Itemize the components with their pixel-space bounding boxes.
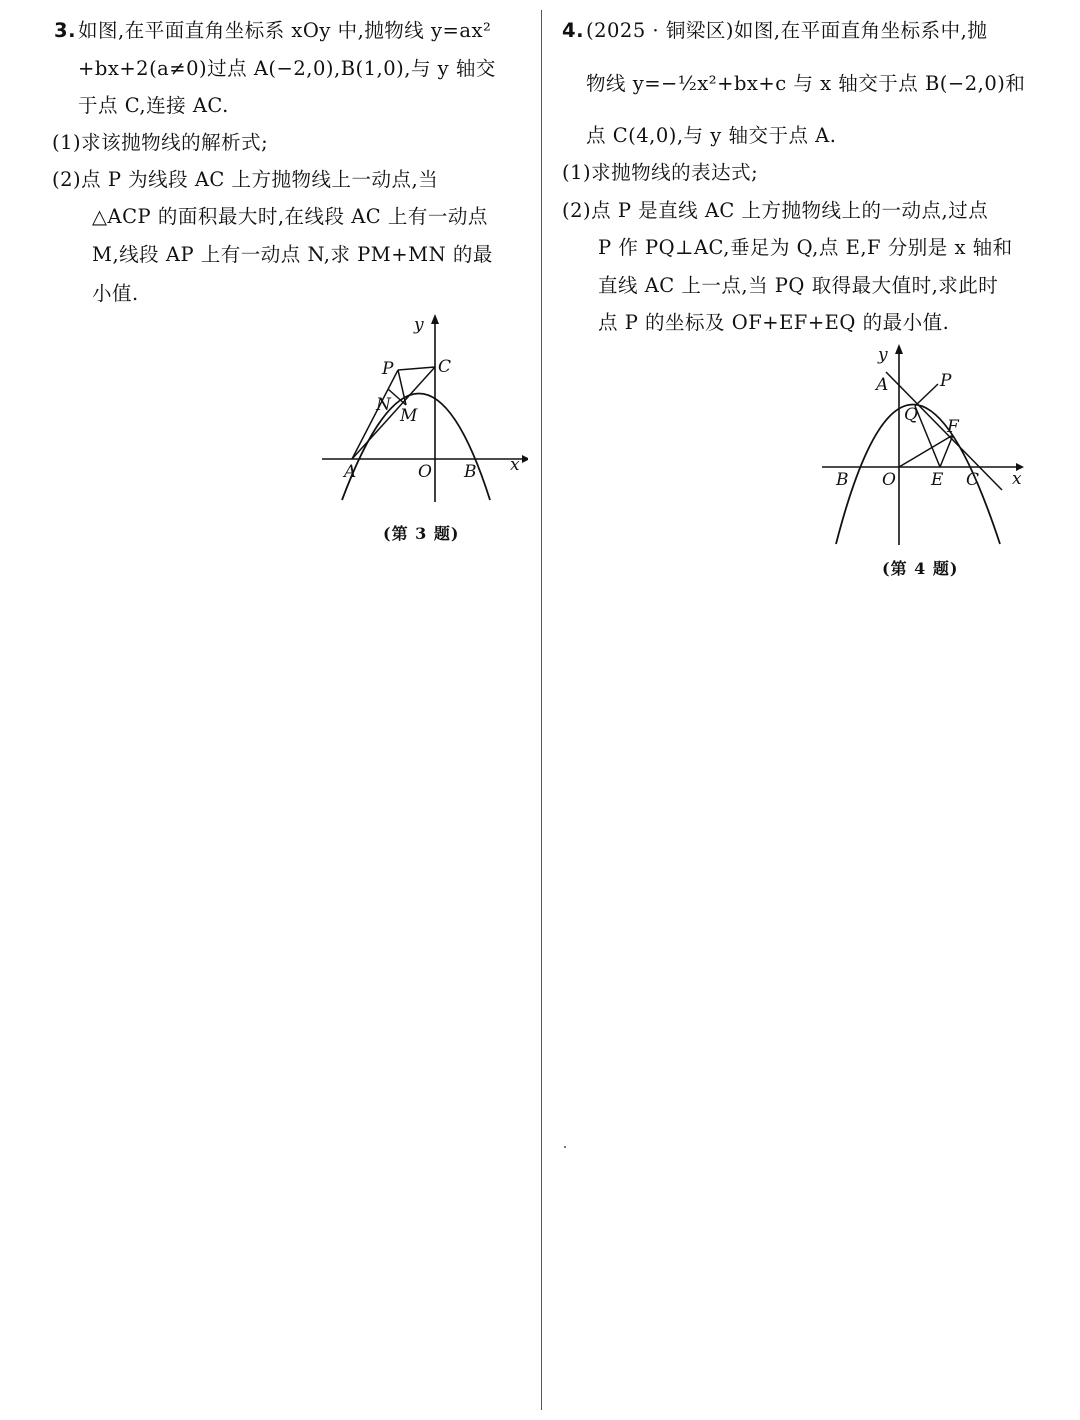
x-axis-arrow-icon xyxy=(522,455,528,463)
question-2-line: 点 P 的坐标及 OF+EF+EQ 的最小值. xyxy=(598,311,950,334)
figure-4-caption: (第 4 题) xyxy=(882,559,959,578)
question-2-line: △ACP 的面积最大时,在线段 AC 上有一动点 xyxy=(92,205,488,228)
question-2-line: 小值. xyxy=(92,282,139,305)
label-O: O xyxy=(418,462,432,482)
figure-4 xyxy=(820,340,1030,550)
speck xyxy=(564,1146,566,1148)
question-2-line: P 作 PQ⊥AC,垂足为 Q,点 E,F 分别是 x 轴和 xyxy=(598,236,1013,259)
problem-text-line: +bx+2(a≠0)过点 A(−2,0),B(1,0),与 y 轴交 xyxy=(78,57,496,80)
label-A: A xyxy=(876,375,889,395)
problem-text-line: 点 C(4,0),与 y 轴交于点 A. xyxy=(586,124,837,147)
label-P: P xyxy=(940,371,952,391)
problem-text-line: 于点 C,连接 AC. xyxy=(78,94,229,117)
label-C: C xyxy=(438,357,452,377)
segment-OF xyxy=(899,435,953,467)
question-1: (1)求抛物线的表达式; xyxy=(562,161,759,184)
question-1: (1)求该抛物线的解析式; xyxy=(52,131,269,154)
column-divider xyxy=(541,10,542,1410)
segment-EF xyxy=(940,435,953,467)
label-M: M xyxy=(400,406,418,426)
label-x: x xyxy=(510,455,520,475)
label-y: y xyxy=(414,315,424,335)
label-C: C xyxy=(966,470,980,490)
label-P: P xyxy=(382,359,394,379)
segment-AP xyxy=(352,370,398,459)
segment-PC xyxy=(398,367,435,370)
question-2-line: M,线段 AP 上有一动点 N,求 PM+MN 的最 xyxy=(92,243,493,266)
label-B: B xyxy=(836,470,849,490)
label-y: y xyxy=(878,345,888,365)
label-N: N xyxy=(376,395,391,415)
question-2-line: (2)点 P 是直线 AC 上方抛物线上的一动点,过点 xyxy=(562,199,989,222)
problem-number: 4. xyxy=(562,19,584,42)
label-A: A xyxy=(344,462,357,482)
question-2-line: (2)点 P 为线段 AC 上方抛物线上一动点,当 xyxy=(52,168,439,191)
segment-PQ xyxy=(915,384,938,406)
figure-3 xyxy=(318,312,528,512)
problem-text-line: 如图,在平面直角坐标系 xOy 中,抛物线 y=ax² xyxy=(78,19,492,42)
question-2-line: 直线 AC 上一点,当 PQ 取得最大值时,求此时 xyxy=(598,274,999,297)
label-Q: Q xyxy=(904,405,918,425)
problem-text-line: (2025 · 铜梁区)如图,在平面直角坐标系中,抛 xyxy=(586,19,988,42)
figure-3-caption: (第 3 题) xyxy=(383,524,460,543)
label-E: E xyxy=(931,470,944,490)
segment-AC xyxy=(352,367,435,459)
problem-number: 3. xyxy=(54,19,76,42)
label-x: x xyxy=(1012,469,1022,489)
label-B: B xyxy=(464,462,477,482)
y-axis-arrow-icon xyxy=(431,314,439,324)
label-O: O xyxy=(882,470,896,490)
problem-text-line: 物线 y=−½x²+bx+c 与 x 轴交于点 B(−2,0)和 xyxy=(586,72,1026,95)
y-axis-arrow-icon xyxy=(895,344,903,354)
label-F: F xyxy=(947,417,959,437)
